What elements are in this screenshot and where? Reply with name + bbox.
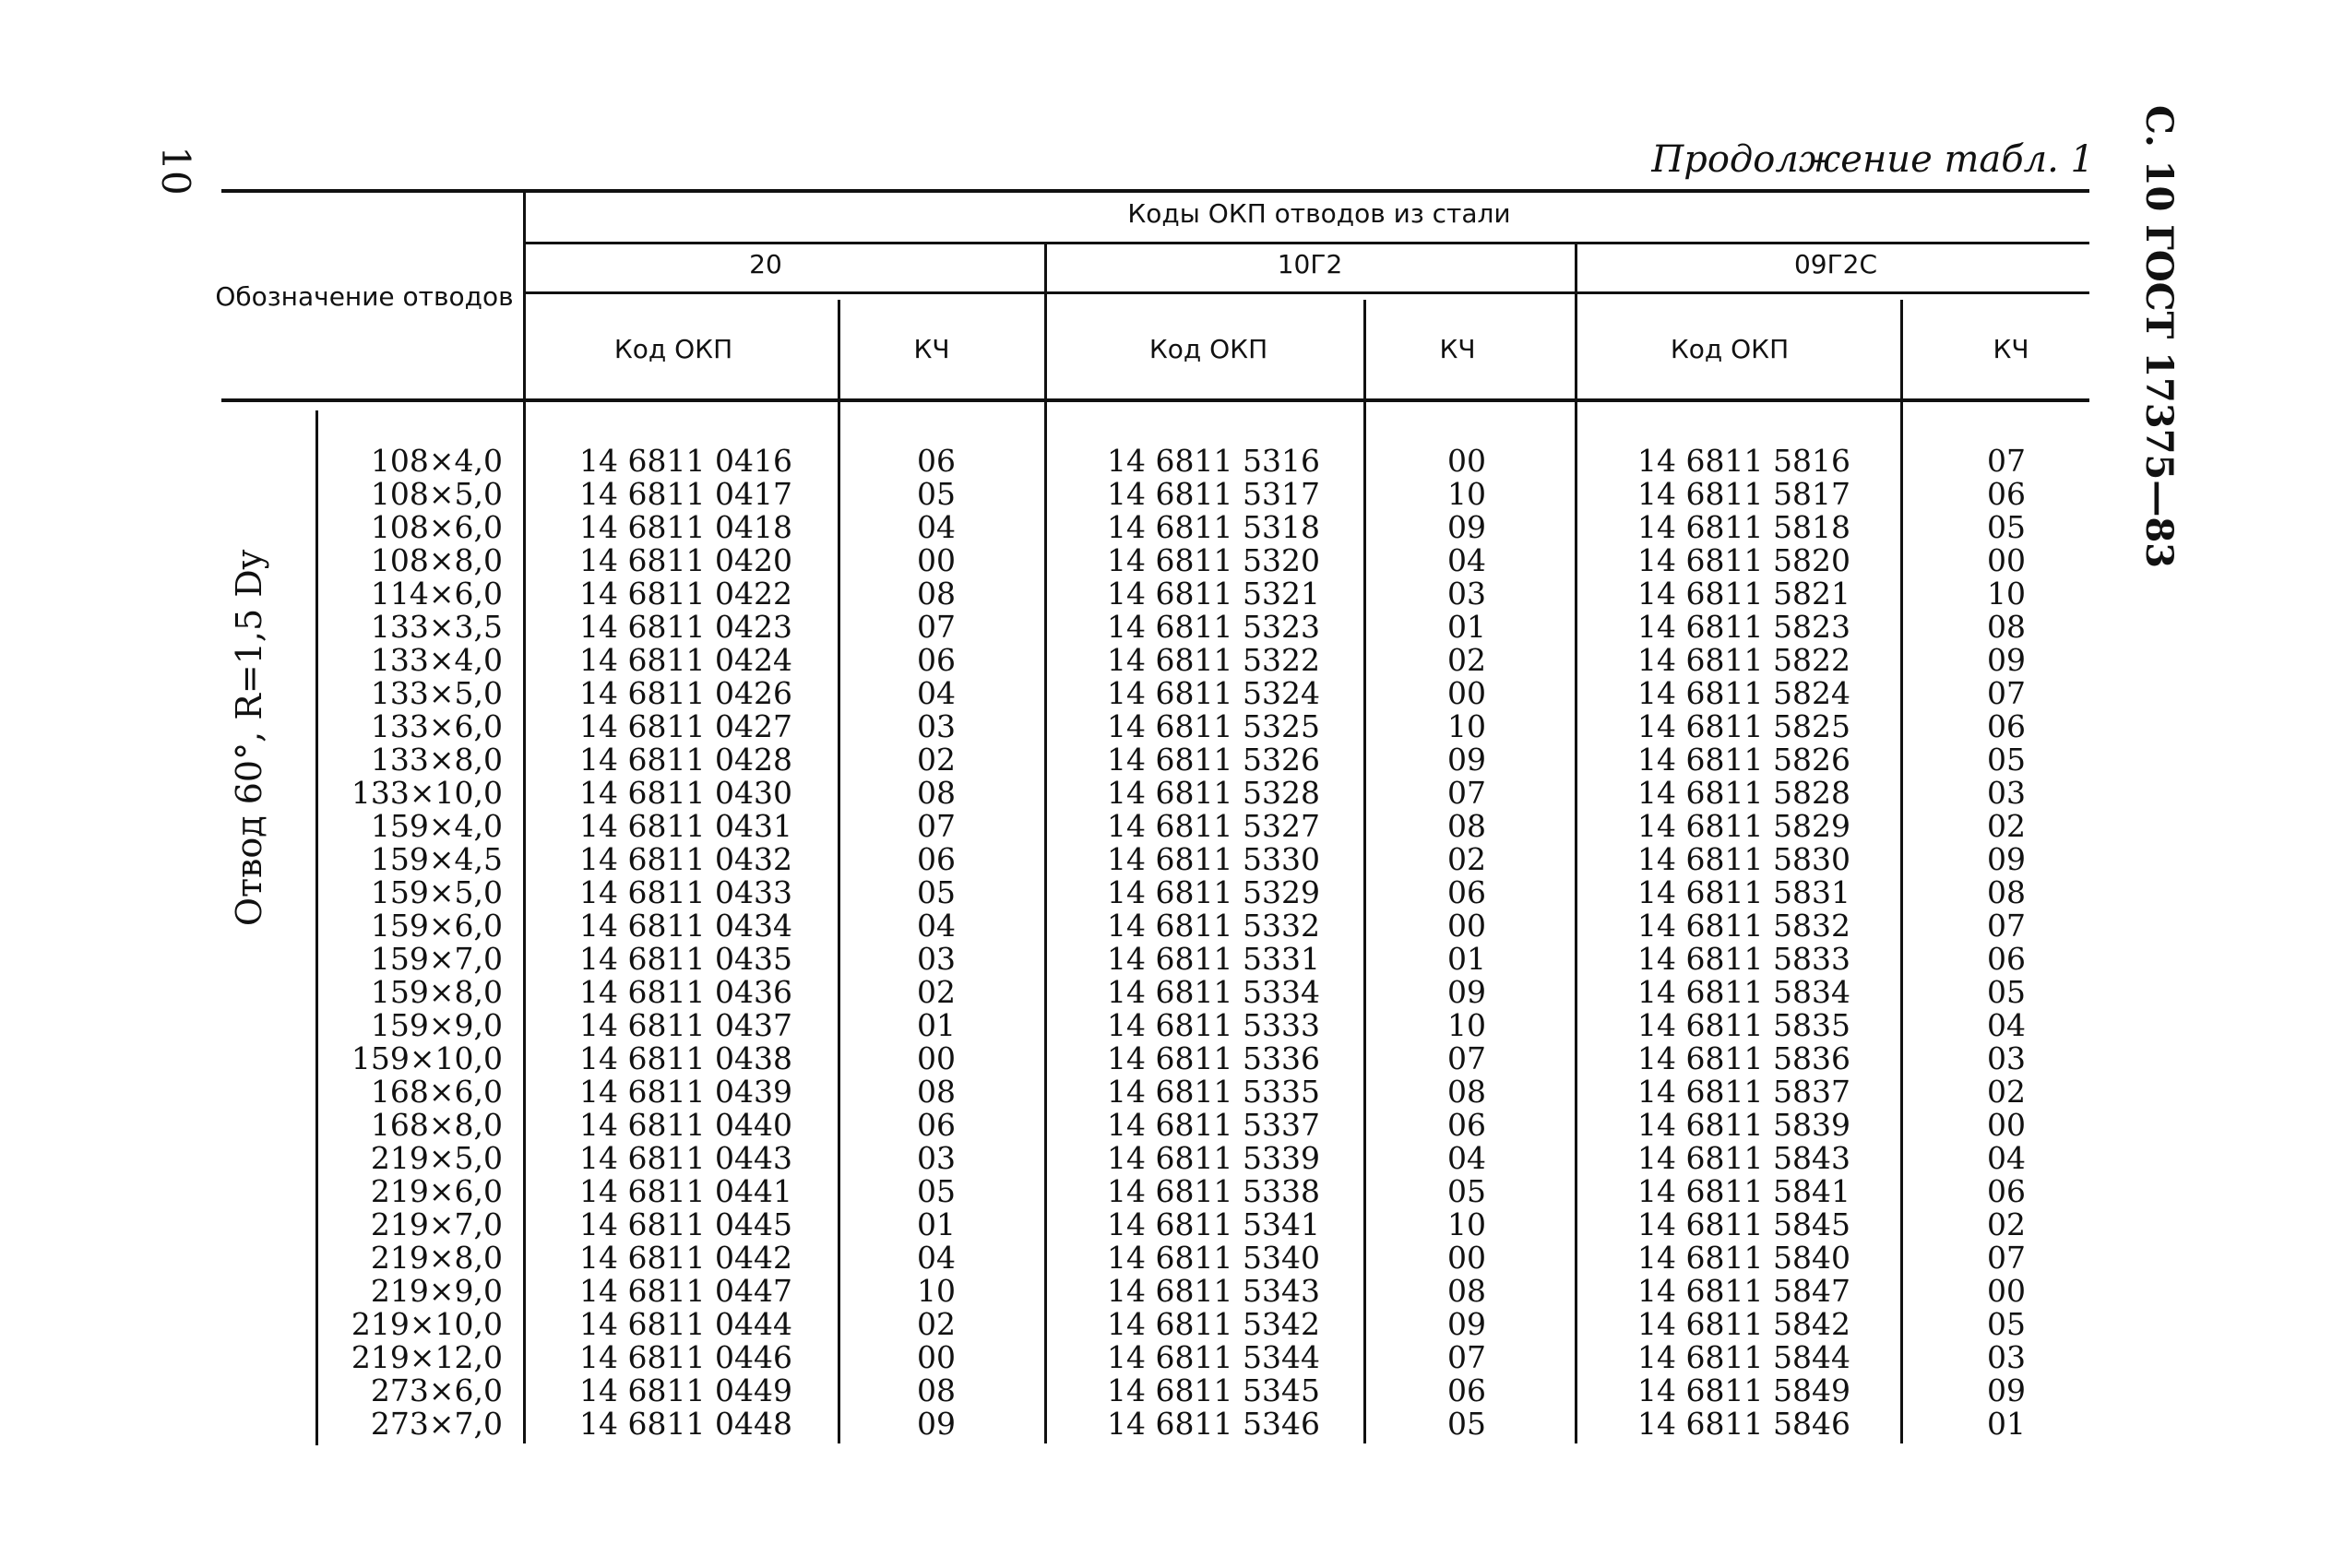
table-row	[0, 1241, 2332, 1275]
kch-cell: 03	[1987, 775, 2026, 811]
kch-cell: 03	[1447, 576, 1486, 612]
kch-cell: 02	[1447, 642, 1486, 678]
okp-code-cell: 14 6811 5831	[1637, 874, 1850, 910]
kch-cell: 10	[1987, 576, 2026, 612]
designation-header: Обозначение отводов	[215, 281, 514, 312]
kch-cell: 02	[917, 974, 956, 1010]
steel-10g2-header: 10Г2	[1277, 249, 1343, 279]
designation-cell: 219×10,0	[351, 1306, 503, 1342]
okp-code-cell: 14 6811 5823	[1637, 609, 1850, 645]
kch-cell: 06	[1987, 1173, 2026, 1209]
okp-code-cell: 14 6811 0417	[579, 476, 792, 512]
okp-code-cell: 14 6811 5844	[1637, 1339, 1850, 1375]
designation-cell: 133×8,0	[370, 742, 503, 778]
designation-cell: 273×7,0	[370, 1406, 503, 1442]
kch-cell: 09	[1987, 1372, 2026, 1408]
kch-cell: 04	[917, 908, 956, 944]
okp-code-cell: 14 6811 5341	[1107, 1206, 1320, 1242]
okp-code-cell: 14 6811 5326	[1107, 742, 1320, 778]
okp-code-cell: 14 6811 5837	[1637, 1074, 1850, 1110]
okp-code-cell: 14 6811 5337	[1107, 1107, 1320, 1143]
okp-code-cell: 14 6811 0440	[579, 1107, 792, 1143]
okp-code-cell: 14 6811 0446	[579, 1339, 792, 1375]
kch-cell: 03	[917, 1140, 956, 1176]
kch-cell: 10	[917, 1273, 956, 1309]
kch-cell: 07	[1987, 443, 2026, 479]
kch-cell: 06	[1447, 1107, 1486, 1143]
okp-code-cell: 14 6811 5821	[1637, 576, 1850, 612]
okp-code-cell: 14 6811 5820	[1637, 542, 1850, 578]
kch-cell: 10	[1447, 1206, 1486, 1242]
okp-code-cell: 14 6811 5849	[1637, 1372, 1850, 1408]
kch-cell: 02	[1987, 1074, 2026, 1110]
okp-code-cell: 14 6811 5332	[1107, 908, 1320, 944]
kch-cell: 07	[917, 609, 956, 645]
table-row	[0, 876, 2332, 909]
kch-cell: 04	[1987, 1140, 2026, 1176]
table-row	[0, 1208, 2332, 1241]
table-row	[0, 611, 2332, 644]
okp-code-cell: 14 6811 0439	[579, 1074, 792, 1110]
kch-cell: 04	[1987, 1007, 2026, 1043]
okp-code-cell: 14 6811 5817	[1637, 476, 1850, 512]
okp-code-cell: 14 6811 0449	[579, 1372, 792, 1408]
okp-code-cell: 14 6811 0418	[579, 509, 792, 545]
kch-cell: 08	[917, 1074, 956, 1110]
kch-cell: 03	[1987, 1339, 2026, 1375]
okp-code-cell: 14 6811 5841	[1637, 1173, 1850, 1209]
okp-code-cell: 14 6811 5344	[1107, 1339, 1320, 1375]
okp-code-cell: 14 6811 5345	[1107, 1372, 1320, 1408]
okp-code-cell: 14 6811 5830	[1637, 841, 1850, 877]
designation-cell: 159×4,0	[370, 808, 503, 844]
kch-cell: 00	[1447, 443, 1486, 479]
code-col-header-2: Код ОКП	[1148, 334, 1268, 364]
okp-code-cell: 14 6811 5320	[1107, 542, 1320, 578]
okp-code-cell: 14 6811 5833	[1637, 941, 1850, 977]
okp-code-cell: 14 6811 0424	[579, 642, 792, 678]
okp-code-cell: 14 6811 5322	[1107, 642, 1320, 678]
kch-cell: 09	[1447, 509, 1486, 545]
kch-cell: 06	[917, 1107, 956, 1143]
designation-cell: 133×4,0	[370, 642, 503, 678]
okp-code-cell: 14 6811 0434	[579, 908, 792, 944]
okp-code-cell: 14 6811 0445	[579, 1206, 792, 1242]
kch-col-header-1: КЧ	[913, 334, 950, 364]
kch-cell: 06	[1987, 476, 2026, 512]
kch-cell: 00	[917, 1040, 956, 1076]
codes-title-rule	[526, 242, 2089, 244]
standard-label: С. 10 ГОСТ 17375—83	[2137, 104, 2181, 569]
table-row	[0, 1341, 2332, 1374]
table-row	[0, 577, 2332, 611]
okp-code-cell: 14 6811 5828	[1637, 775, 1850, 811]
continuation-caption: Продолжение табл. 1	[1651, 138, 2094, 181]
designation-cell: 219×8,0	[370, 1240, 503, 1276]
okp-code-cell: 14 6811 0443	[579, 1140, 792, 1176]
kch-cell: 00	[917, 542, 956, 578]
kch-cell: 02	[1987, 1206, 2026, 1242]
okp-code-cell: 14 6811 5346	[1107, 1406, 1320, 1442]
kch-cell: 04	[1447, 542, 1486, 578]
kch-cell: 03	[917, 708, 956, 744]
okp-code-cell: 14 6811 5824	[1637, 675, 1850, 711]
okp-code-cell: 14 6811 0442	[579, 1240, 792, 1276]
designation-cell: 219×9,0	[370, 1273, 503, 1309]
okp-code-cell: 14 6811 5316	[1107, 443, 1320, 479]
kch-cell: 04	[1447, 1140, 1486, 1176]
steel-09g2s-header: 09Г2С	[1793, 249, 1878, 279]
kch-cell: 05	[917, 874, 956, 910]
kch-cell: 05	[1447, 1406, 1486, 1442]
kch-cell: 07	[917, 808, 956, 844]
code-col-header-3: Код ОКП	[1670, 334, 1790, 364]
table-row	[0, 1142, 2332, 1175]
table-row	[0, 1042, 2332, 1075]
designation-cell: 108×6,0	[370, 509, 503, 545]
kch-cell: 01	[1987, 1406, 2026, 1442]
table-row	[0, 445, 2332, 478]
kch-cell: 00	[1987, 1107, 2026, 1143]
okp-code-cell: 14 6811 5335	[1107, 1074, 1320, 1110]
kch-cell: 02	[917, 742, 956, 778]
okp-code-cell: 14 6811 0436	[579, 974, 792, 1010]
okp-code-cell: 14 6811 0444	[579, 1306, 792, 1342]
designation-cell: 133×6,0	[370, 708, 503, 744]
okp-code-cell: 14 6811 5334	[1107, 974, 1320, 1010]
kch-cell: 00	[1987, 1273, 2026, 1309]
kch-cell: 05	[917, 1173, 956, 1209]
okp-code-cell: 14 6811 5325	[1107, 708, 1320, 744]
okp-code-cell: 14 6811 0432	[579, 841, 792, 877]
okp-code-cell: 14 6811 5317	[1107, 476, 1320, 512]
kch-cell: 00	[1447, 1240, 1486, 1276]
kch-cell: 03	[917, 941, 956, 977]
okp-code-cell: 14 6811 0433	[579, 874, 792, 910]
kch-cell: 06	[1447, 1372, 1486, 1408]
kch-cell: 07	[1447, 775, 1486, 811]
okp-code-cell: 14 6811 5318	[1107, 509, 1320, 545]
kch-cell: 01	[1447, 941, 1486, 977]
designation-cell: 159×10,0	[351, 1040, 503, 1076]
kch-cell: 08	[917, 775, 956, 811]
kch-col-header-3: КЧ	[1993, 334, 2029, 364]
okp-code-cell: 14 6811 5321	[1107, 576, 1320, 612]
kch-cell: 08	[1447, 808, 1486, 844]
kch-cell: 00	[1447, 908, 1486, 944]
kch-cell: 08	[1447, 1074, 1486, 1110]
kch-cell: 01	[917, 1206, 956, 1242]
table-row	[0, 1408, 2332, 1441]
kch-cell: 08	[1987, 874, 2026, 910]
kch-cell: 10	[1447, 476, 1486, 512]
kch-cell: 07	[1447, 1040, 1486, 1076]
kch-cell: 06	[1447, 874, 1486, 910]
okp-code-cell: 14 6811 0422	[579, 576, 792, 612]
kch-cell: 06	[1987, 941, 2026, 977]
header-bottom-rule	[221, 398, 2089, 402]
steel-row-rule	[526, 291, 2089, 294]
kch-cell: 01	[917, 1007, 956, 1043]
kch-cell: 04	[917, 509, 956, 545]
designation-cell: 159×9,0	[370, 1007, 503, 1043]
table-row	[0, 1109, 2332, 1142]
okp-code-cell: 14 6811 0427	[579, 708, 792, 744]
kch-cell: 09	[1447, 742, 1486, 778]
kch-cell: 02	[917, 1306, 956, 1342]
designation-cell: 108×8,0	[370, 542, 503, 578]
table-row	[0, 1009, 2332, 1042]
okp-code-cell: 14 6811 5816	[1637, 443, 1850, 479]
okp-code-cell: 14 6811 0423	[579, 609, 792, 645]
kch-cell: 06	[917, 443, 956, 479]
kch-cell: 05	[1987, 1306, 2026, 1342]
okp-code-cell: 14 6811 5834	[1637, 974, 1850, 1010]
steel-20-header: 20	[749, 249, 782, 279]
okp-code-cell: 14 6811 5843	[1637, 1140, 1850, 1176]
kch-cell: 05	[1447, 1173, 1486, 1209]
okp-code-cell: 14 6811 5825	[1637, 708, 1850, 744]
table-row	[0, 1308, 2332, 1341]
kch-cell: 07	[1447, 1339, 1486, 1375]
designation-cell: 133×10,0	[351, 775, 503, 811]
kch-cell: 05	[1987, 974, 2026, 1010]
designation-cell: 219×12,0	[351, 1339, 503, 1375]
okp-code-cell: 14 6811 5333	[1107, 1007, 1320, 1043]
okp-code-cell: 14 6811 5328	[1107, 775, 1320, 811]
kch-cell: 05	[1987, 742, 2026, 778]
okp-code-cell: 14 6811 0430	[579, 775, 792, 811]
table-row	[0, 777, 2332, 810]
designation-cell: 168×8,0	[370, 1107, 503, 1143]
kch-cell: 08	[1987, 609, 2026, 645]
kch-cell: 07	[1987, 1240, 2026, 1276]
okp-code-cell: 14 6811 5327	[1107, 808, 1320, 844]
okp-code-cell: 14 6811 5840	[1637, 1240, 1850, 1276]
kch-cell: 08	[917, 576, 956, 612]
kch-cell: 10	[1447, 708, 1486, 744]
okp-code-cell: 14 6811 5839	[1637, 1107, 1850, 1143]
kch-cell: 02	[1447, 841, 1486, 877]
okp-code-cell: 14 6811 0426	[579, 675, 792, 711]
designation-cell: 273×6,0	[370, 1372, 503, 1408]
designation-cell: 133×3,5	[370, 609, 503, 645]
designation-cell: 168×6,0	[370, 1074, 503, 1110]
code-col-header-1: Код ОКП	[613, 334, 733, 364]
kch-cell: 06	[1987, 708, 2026, 744]
kch-col-header-2: КЧ	[1439, 334, 1476, 364]
kch-cell: 10	[1447, 1007, 1486, 1043]
okp-code-cell: 14 6811 5329	[1107, 874, 1320, 910]
page-number: 10	[153, 146, 198, 196]
kch-cell: 05	[1987, 509, 2026, 545]
designation-cell: 114×6,0	[370, 576, 503, 612]
okp-code-cell: 14 6811 5323	[1107, 609, 1320, 645]
table-row	[0, 909, 2332, 943]
okp-code-cell: 14 6811 5342	[1107, 1306, 1320, 1342]
table-row	[0, 677, 2332, 710]
okp-code-cell: 14 6811 5324	[1107, 675, 1320, 711]
kch-cell: 00	[1447, 675, 1486, 711]
kch-cell: 09	[1987, 841, 2026, 877]
okp-code-cell: 14 6811 0447	[579, 1273, 792, 1309]
table-row	[0, 743, 2332, 777]
okp-code-cell: 14 6811 5845	[1637, 1206, 1850, 1242]
designation-cell: 108×4,0	[370, 443, 503, 479]
table-row	[0, 943, 2332, 976]
designation-cell: 108×5,0	[370, 476, 503, 512]
kch-cell: 07	[1987, 675, 2026, 711]
okp-code-cell: 14 6811 0435	[579, 941, 792, 977]
okp-code-cell: 14 6811 0441	[579, 1173, 792, 1209]
okp-code-cell: 14 6811 5331	[1107, 941, 1320, 977]
table-row	[0, 710, 2332, 743]
designation-cell: 159×7,0	[370, 941, 503, 977]
kch-cell: 08	[917, 1372, 956, 1408]
table-row	[0, 843, 2332, 876]
designation-cell: 133×5,0	[370, 675, 503, 711]
kch-cell: 04	[917, 1240, 956, 1276]
kch-cell: 07	[1987, 908, 2026, 944]
okp-code-cell: 14 6811 0431	[579, 808, 792, 844]
group-label: Отвод 60°, R=1,5 Dy	[229, 549, 269, 927]
kch-cell: 09	[1987, 642, 2026, 678]
table-row	[0, 810, 2332, 843]
okp-code-cell: 14 6811 0428	[579, 742, 792, 778]
table-row	[0, 1175, 2332, 1208]
table-row	[0, 478, 2332, 511]
designation-cell: 159×4,5	[370, 841, 503, 877]
table-row	[0, 1075, 2332, 1109]
codes-title: Коды ОКП отводов из стали	[1127, 198, 1511, 229]
okp-code-cell: 14 6811 0416	[579, 443, 792, 479]
kch-cell: 05	[917, 476, 956, 512]
okp-code-cell: 14 6811 5330	[1107, 841, 1320, 877]
designation-cell: 219×7,0	[370, 1206, 503, 1242]
okp-code-cell: 14 6811 0448	[579, 1406, 792, 1442]
kch-cell: 06	[917, 841, 956, 877]
okp-code-cell: 14 6811 5835	[1637, 1007, 1850, 1043]
table-row	[0, 511, 2332, 544]
kch-cell: 00	[917, 1339, 956, 1375]
kch-cell: 04	[917, 675, 956, 711]
okp-code-cell: 14 6811 5818	[1637, 509, 1850, 545]
okp-code-cell: 14 6811 5338	[1107, 1173, 1320, 1209]
okp-code-cell: 14 6811 5836	[1637, 1040, 1850, 1076]
okp-code-cell: 14 6811 5822	[1637, 642, 1850, 678]
kch-cell: 08	[1447, 1273, 1486, 1309]
okp-code-cell: 14 6811 5826	[1637, 742, 1850, 778]
okp-code-cell: 14 6811 0437	[579, 1007, 792, 1043]
kch-cell: 03	[1987, 1040, 2026, 1076]
designation-cell: 159×8,0	[370, 974, 503, 1010]
okp-code-cell: 14 6811 5829	[1637, 808, 1850, 844]
kch-cell: 01	[1447, 609, 1486, 645]
table-top-rule	[221, 189, 2089, 193]
designation-cell: 159×5,0	[370, 874, 503, 910]
kch-cell: 00	[1987, 542, 2026, 578]
designation-cell: 159×6,0	[370, 908, 503, 944]
kch-cell: 06	[917, 642, 956, 678]
kch-cell: 09	[917, 1406, 956, 1442]
table-row	[0, 544, 2332, 577]
okp-code-cell: 14 6811 5339	[1107, 1140, 1320, 1176]
table-row	[0, 976, 2332, 1009]
kch-cell: 09	[1447, 974, 1486, 1010]
okp-code-cell: 14 6811 5832	[1637, 908, 1850, 944]
kch-cell: 02	[1987, 808, 2026, 844]
okp-code-cell: 14 6811 5343	[1107, 1273, 1320, 1309]
okp-code-cell: 14 6811 5846	[1637, 1406, 1850, 1442]
okp-code-cell: 14 6811 0438	[579, 1040, 792, 1076]
table-row	[0, 1374, 2332, 1408]
designation-cell: 219×6,0	[370, 1173, 503, 1209]
okp-code-cell: 14 6811 5340	[1107, 1240, 1320, 1276]
okp-code-cell: 14 6811 5336	[1107, 1040, 1320, 1076]
table-row	[0, 644, 2332, 677]
okp-code-cell: 14 6811 0420	[579, 542, 792, 578]
okp-code-cell: 14 6811 5842	[1637, 1306, 1850, 1342]
designation-cell: 219×5,0	[370, 1140, 503, 1176]
okp-code-cell: 14 6811 5847	[1637, 1273, 1850, 1309]
table-row	[0, 1275, 2332, 1308]
kch-cell: 09	[1447, 1306, 1486, 1342]
